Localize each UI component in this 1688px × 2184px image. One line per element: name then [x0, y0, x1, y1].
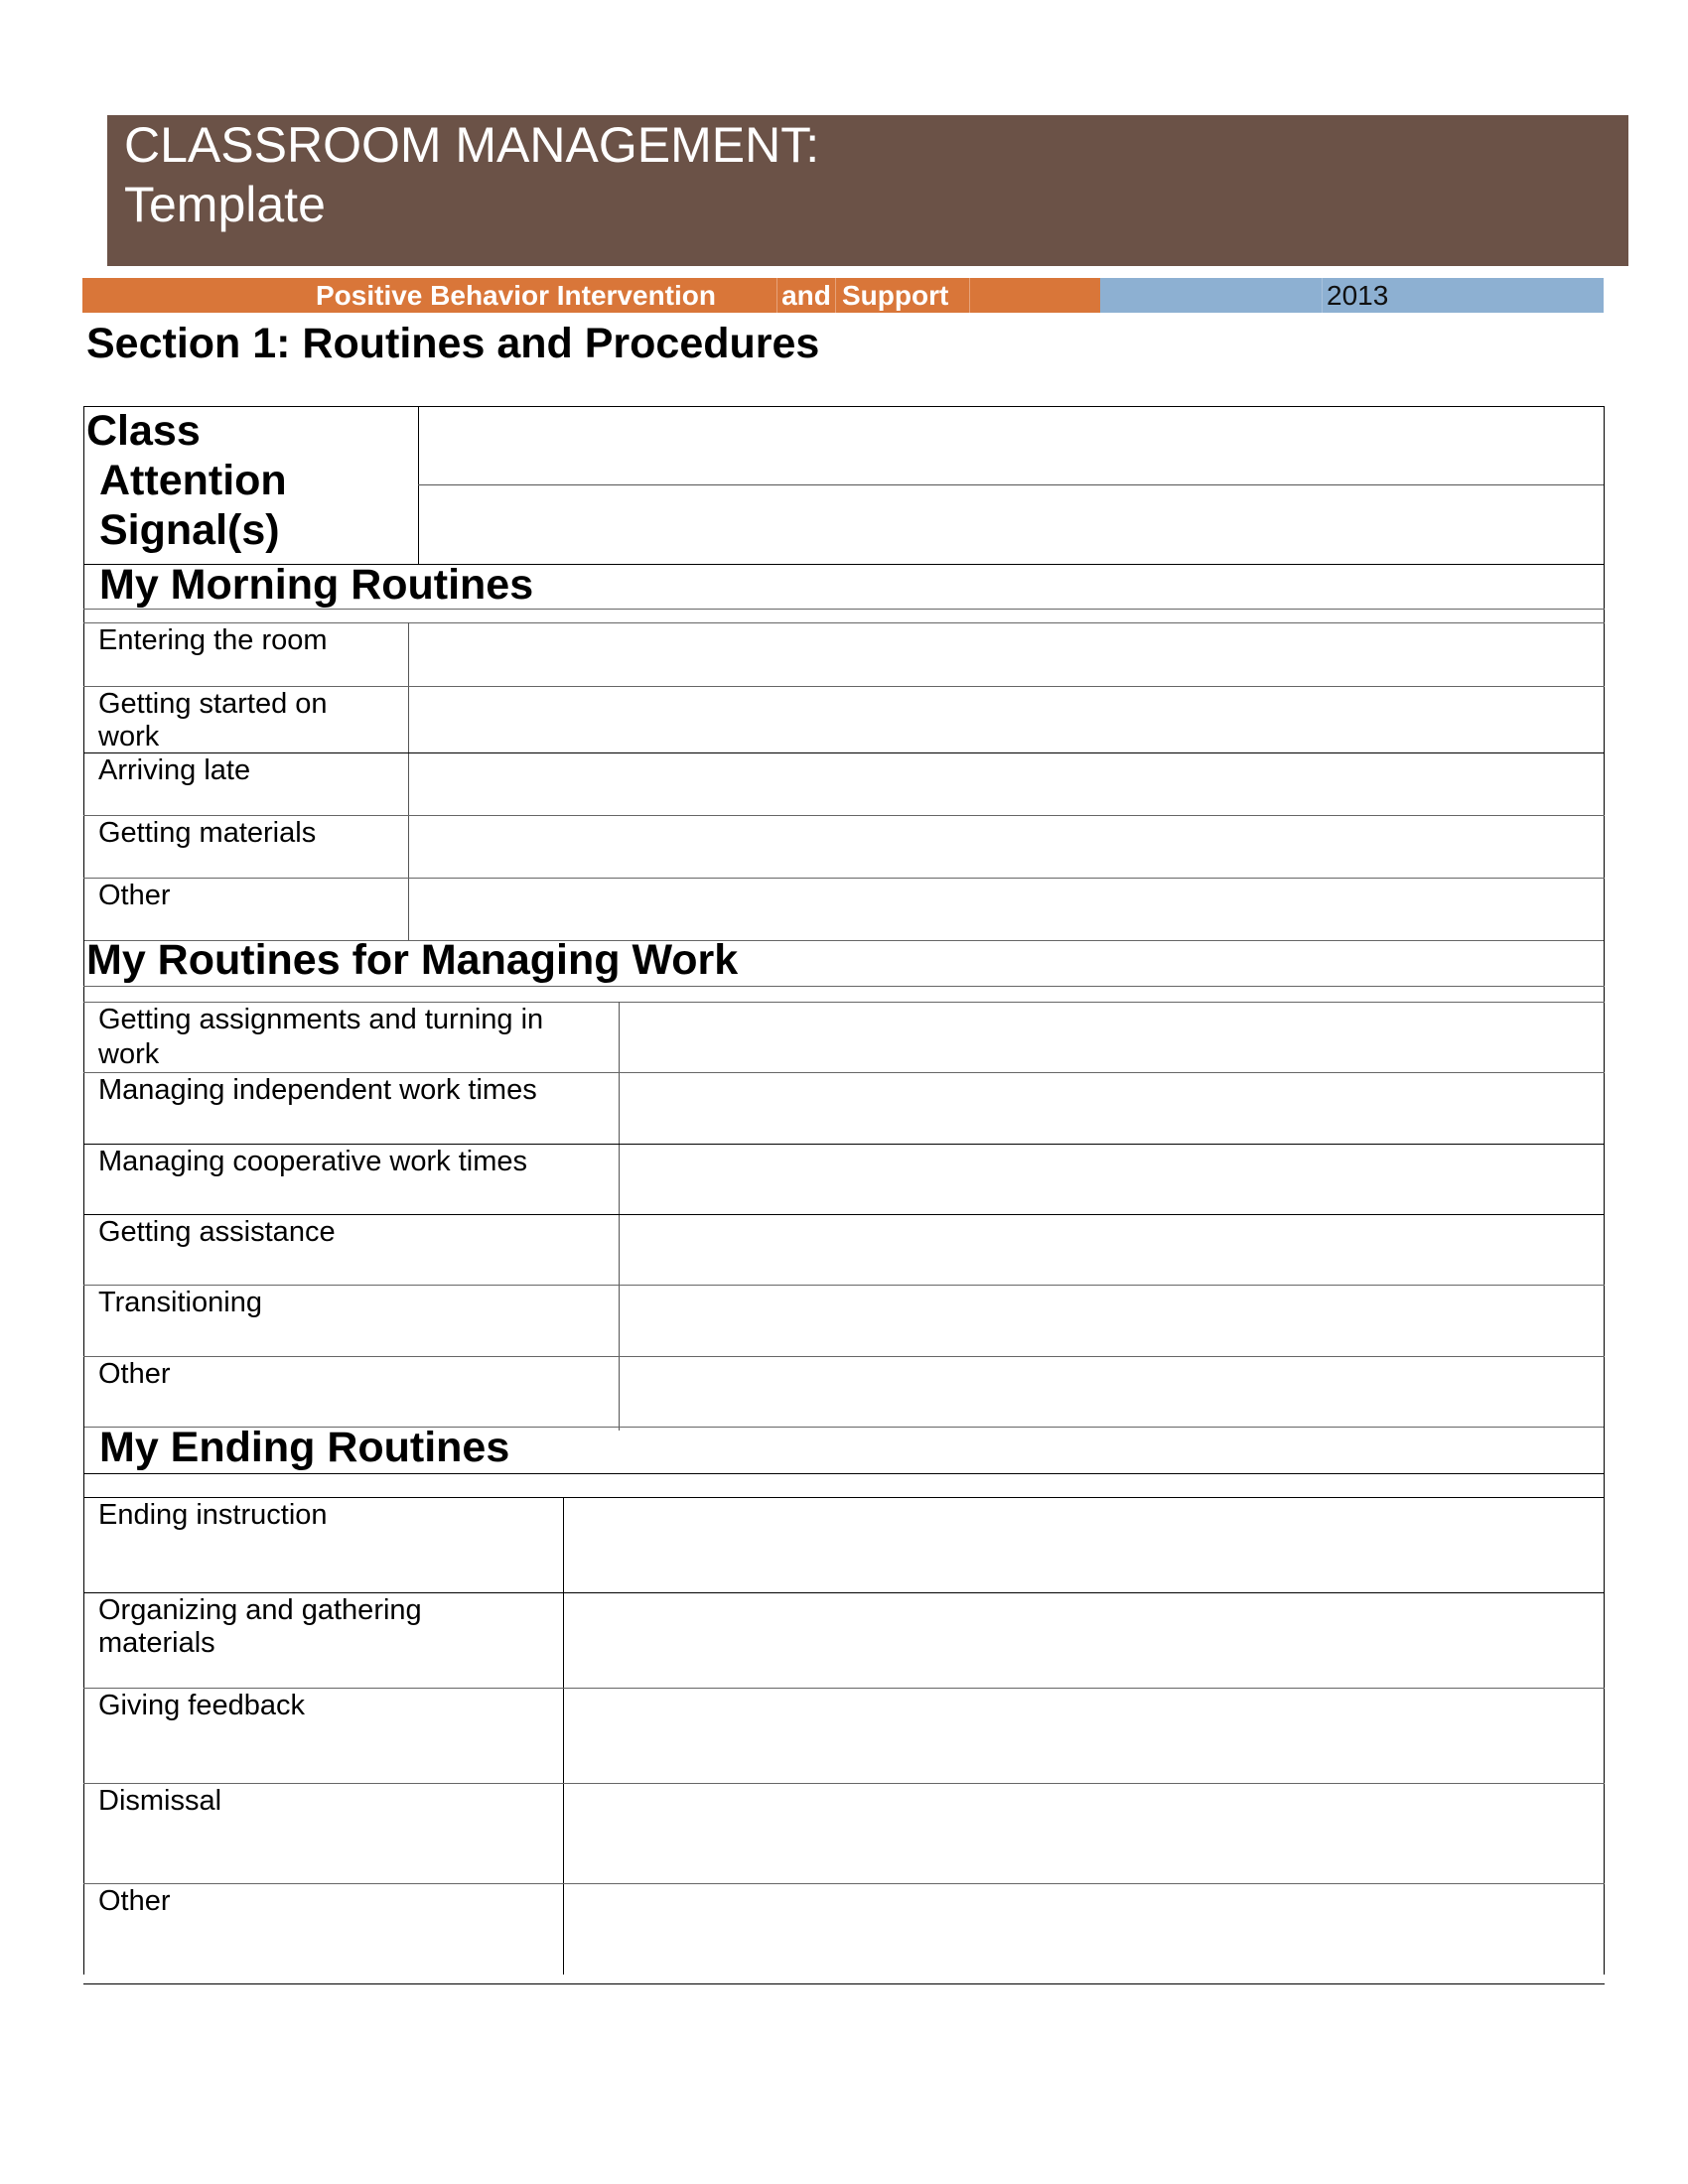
table-border [83, 609, 1605, 610]
table-border [83, 1427, 84, 1975]
ending-row-label: Dismissal [98, 1785, 222, 1817]
work-other-field[interactable] [620, 1357, 1604, 1427]
morning-routines-heading: My Morning Routines [99, 561, 534, 609]
year-label: 2013 [1322, 278, 1388, 313]
ending-row-label: Other [98, 1885, 171, 1917]
morning-row-label: Other [98, 880, 171, 911]
ending-dismissal-field[interactable] [564, 1784, 1604, 1883]
ending-instruction-field[interactable] [564, 1498, 1604, 1592]
work-cooperative-field[interactable] [620, 1145, 1604, 1214]
table-border [1604, 406, 1605, 565]
work-row-label: Getting assistance [98, 1216, 336, 1248]
subtitle-part-3: Support [836, 278, 970, 313]
table-border [1604, 1427, 1605, 1975]
morning-row-label: Entering the room [98, 624, 328, 656]
work-row-label: Managing independent work times [98, 1074, 537, 1106]
morning-row-label: Getting started on [98, 688, 328, 720]
ending-other-field[interactable] [564, 1884, 1604, 1983]
morning-row-label-cont: work [98, 721, 160, 752]
attention-label-line-2: Attention [99, 457, 287, 504]
work-transitioning-field[interactable] [620, 1286, 1604, 1356]
morning-other-field[interactable] [409, 879, 1604, 940]
ending-routines-heading: My Ending Routines [99, 1424, 510, 1471]
attention-signal-field-1[interactable] [419, 407, 1604, 484]
work-row-label: Transitioning [98, 1287, 262, 1318]
subtitle-part-1: Positive Behavior Intervention [316, 280, 716, 311]
morning-getting-started-field[interactable] [409, 687, 1604, 752]
work-row-label: Managing cooperative work times [98, 1146, 527, 1177]
ending-organizing-field[interactable] [564, 1593, 1604, 1688]
ending-row-label: Ending instruction [98, 1499, 328, 1531]
morning-entering-field[interactable] [409, 623, 1604, 686]
table-border [83, 986, 1605, 987]
table-border [83, 406, 84, 565]
table-border [83, 1473, 1605, 1474]
table-border [83, 1983, 1605, 1984]
title-banner [107, 115, 1628, 266]
ending-row-label: Organizing and gathering [98, 1594, 422, 1626]
ending-feedback-field[interactable] [564, 1689, 1604, 1783]
ending-row-label-cont: materials [98, 1627, 215, 1659]
work-assignments-field[interactable] [620, 1003, 1604, 1072]
subtitle-part-2: and [776, 278, 836, 313]
morning-row-label: Getting materials [98, 817, 317, 849]
ending-row-label: Giving feedback [98, 1690, 305, 1721]
document-title-line-2: Template [124, 177, 326, 232]
morning-materials-field[interactable] [409, 816, 1604, 878]
managing-work-heading: My Routines for Managing Work [86, 936, 739, 984]
morning-row-label: Arriving late [98, 754, 251, 786]
year-bar [1100, 278, 1604, 313]
attention-label-line-1: Class [86, 407, 201, 455]
work-row-label-cont: work [98, 1038, 160, 1070]
work-assistance-field[interactable] [620, 1215, 1604, 1285]
section-heading: Section 1: Routines and Procedures [86, 320, 820, 367]
work-independent-field[interactable] [620, 1073, 1604, 1144]
document-title-line-1: CLASSROOM MANAGEMENT: [124, 117, 820, 173]
attention-label-line-3: Signal(s) [99, 506, 280, 554]
work-row-label: Other [98, 1358, 171, 1390]
morning-arriving-late-field[interactable] [409, 753, 1604, 815]
attention-signal-field-2[interactable] [419, 485, 1604, 564]
work-row-label: Getting assignments and turning in [98, 1004, 544, 1035]
subtitle-bar [82, 278, 1100, 313]
